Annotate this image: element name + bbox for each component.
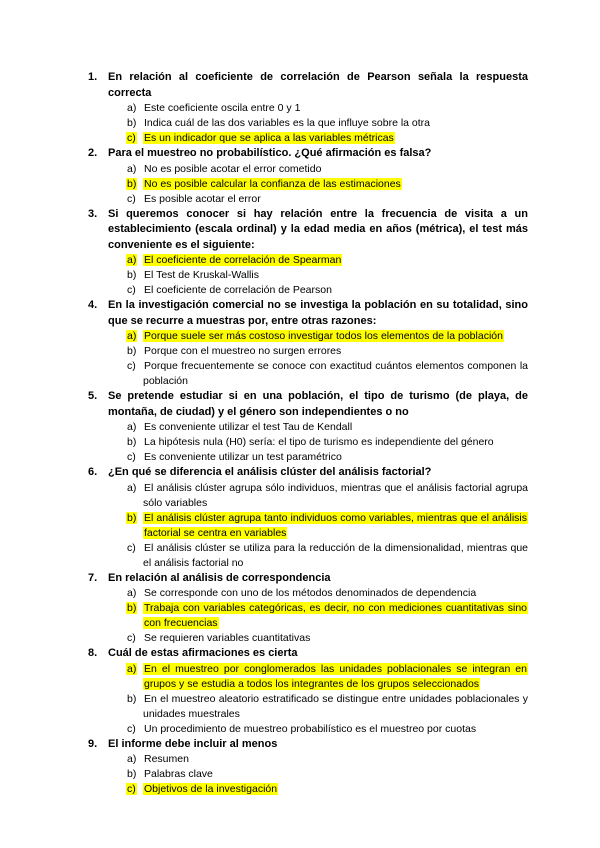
answer-option xyxy=(0,586,600,601)
option-letter-text: a) xyxy=(127,587,137,599)
option-letter-text: b) xyxy=(127,602,137,614)
option-letter-text: b) xyxy=(127,345,137,357)
question-3 xyxy=(0,207,600,299)
answer-option xyxy=(0,541,600,571)
option-letter xyxy=(126,268,137,283)
option-text xyxy=(143,767,528,782)
question-2 xyxy=(0,146,600,207)
option-text xyxy=(143,601,528,631)
question-1 xyxy=(0,70,600,146)
answer-text: Porque frecuentemente se conoce con exactitud cuántos elementos componen la población xyxy=(143,360,528,387)
option-text xyxy=(143,329,528,344)
answer-text: Es conveniente utilizar el test Tau de Kendall xyxy=(144,421,353,433)
option-letter xyxy=(126,631,137,646)
option-letter-text: c) xyxy=(127,451,136,463)
option-letter-text: a) xyxy=(127,481,137,494)
highlighted-answer: Es un indicador que se aplica a las variables métricas xyxy=(144,132,394,144)
option-letter xyxy=(126,131,137,146)
option-letter xyxy=(126,420,137,435)
answer-text: Se corresponde con uno de los métodos denominados de dependencia xyxy=(144,587,477,599)
option-letter-text: b) xyxy=(127,768,137,780)
option-letter-text: c) xyxy=(127,541,136,554)
answer-text: El análisis clúster se utiliza para la reducción de la dimensionalidad, mientras que el análisis factorial no xyxy=(143,541,528,569)
option-letter xyxy=(126,329,137,344)
answer-options xyxy=(0,586,600,646)
question-text: En relación al coeficiente de correlación de Pearson señala la respuesta correcta xyxy=(108,71,528,99)
answer-options xyxy=(0,420,600,465)
answer-option-correct xyxy=(0,131,600,146)
option-text xyxy=(143,662,528,692)
answer-text: Es conveniente utilizar un test paramétrico xyxy=(144,451,342,463)
question-text: Cuál de estas afirmaciones es cierta xyxy=(108,647,298,659)
option-text xyxy=(143,131,528,146)
answer-text: El análisis clúster agrupa sólo individuos, mientras que el análisis factorial agrupa sólo variables xyxy=(143,481,528,509)
highlighted-answer: El análisis clúster agrupa tanto individuos como variables, mientras que el análisis factorial se centra en variables xyxy=(144,511,527,539)
question-text: Se pretende estudiar si en una población, el tipo de turismo (de playa, de montaña, de ciudad) y el género son independientes o no xyxy=(108,390,528,418)
option-letter-text: a) xyxy=(127,102,137,114)
question-9 xyxy=(0,737,600,798)
option-text xyxy=(143,752,528,767)
answer-option xyxy=(0,344,600,359)
answer-text: Resumen xyxy=(144,753,189,765)
option-letter xyxy=(126,662,137,677)
highlighted-answer: Porque suele ser más costoso investigar todos los elementos de la población xyxy=(144,330,503,342)
option-letter xyxy=(126,722,137,737)
answer-text: No es posible acotar el error cometido xyxy=(144,162,322,175)
question-number: 3. xyxy=(88,207,98,220)
option-letter-text: c) xyxy=(127,783,136,795)
option-letter xyxy=(126,752,137,767)
answer-text: Es posible acotar el error xyxy=(144,192,261,205)
option-text xyxy=(143,253,528,268)
answer-text: Palabras clave xyxy=(144,768,213,780)
option-letter-text: c) xyxy=(127,360,136,372)
option-text xyxy=(143,450,528,465)
option-letter-text: b) xyxy=(127,117,137,129)
option-text xyxy=(143,268,528,283)
answer-option xyxy=(0,752,600,767)
option-text xyxy=(143,631,528,646)
answer-option-correct xyxy=(0,782,600,797)
answer-text: Porque con el muestreo no surgen errores xyxy=(144,345,342,357)
answer-text: Indica cuál de las dos variables es la que influye sobre la otra xyxy=(144,117,431,129)
answer-option xyxy=(0,631,600,646)
answer-text: Este coeficiente oscila entre 0 y 1 xyxy=(144,102,301,114)
highlighted-answer: Objetivos de la investigación xyxy=(144,783,278,795)
option-letter-text: a) xyxy=(127,330,137,342)
option-letter xyxy=(126,359,137,374)
option-text xyxy=(143,359,528,389)
highlighted-answer: No es posible calcular la confianza de las estimaciones xyxy=(144,177,401,190)
answer-option xyxy=(0,435,600,450)
answer-options xyxy=(0,101,600,146)
question-6 xyxy=(0,465,600,571)
option-text xyxy=(143,692,528,722)
option-letter-text: b) xyxy=(127,269,137,281)
question-text: Para el muestreo no probabilístico. ¿Qué afirmación es falsa? xyxy=(108,147,432,159)
answer-options xyxy=(0,329,600,389)
highlighted-answer: Trabaja con variables categóricas, es decir, no con mediciones cuantitativas sino con frecuencias xyxy=(144,602,527,629)
question-number: 5. xyxy=(88,390,98,402)
answer-options xyxy=(0,253,600,298)
option-letter-text: c) xyxy=(127,632,136,644)
option-letter-text: b) xyxy=(127,692,137,705)
answer-options xyxy=(0,662,600,737)
answer-options xyxy=(0,481,600,571)
option-letter-text: c) xyxy=(127,192,136,205)
option-letter xyxy=(126,116,137,131)
option-letter xyxy=(126,450,137,465)
option-text xyxy=(143,782,528,797)
answer-option xyxy=(0,283,600,298)
option-text xyxy=(143,722,528,737)
answer-option-correct xyxy=(0,253,600,268)
option-letter xyxy=(126,481,137,496)
option-letter xyxy=(126,162,137,177)
option-letter-text: c) xyxy=(127,284,136,296)
option-text xyxy=(143,511,528,541)
answer-option xyxy=(0,162,600,177)
question-number: 1. xyxy=(88,71,98,83)
answer-text: Un procedimiento de muestreo probabilístico es el muestreo por cuotas xyxy=(144,722,477,735)
option-letter xyxy=(126,435,137,450)
answer-option xyxy=(0,101,600,116)
option-letter xyxy=(126,344,137,359)
option-letter-text: a) xyxy=(127,662,137,675)
question-8 xyxy=(0,646,600,737)
option-letter-text: c) xyxy=(127,722,136,735)
highlighted-answer: El coeficiente de correlación de Spearman xyxy=(144,254,342,266)
option-letter-text: b) xyxy=(127,436,137,448)
question-text: ¿En qué se diferencia el análisis clúster del análisis factorial? xyxy=(108,466,432,478)
question-number: 2. xyxy=(88,147,98,159)
question-5 xyxy=(0,389,600,465)
highlighted-answer: En el muestreo por conglomerados las unidades poblacionales se integran en grupos y se estudia a todos los integrantes de los grupos seleccionados xyxy=(144,662,527,690)
answer-option xyxy=(0,450,600,465)
answer-option xyxy=(0,116,600,131)
option-letter xyxy=(126,541,137,556)
option-letter xyxy=(126,692,137,707)
option-letter xyxy=(126,177,137,192)
answer-text: El coeficiente de correlación de Pearson xyxy=(144,284,332,296)
question-7 xyxy=(0,571,600,647)
answer-option xyxy=(0,692,600,722)
option-letter-text: a) xyxy=(127,254,137,266)
answer-option xyxy=(0,268,600,283)
option-text xyxy=(143,162,528,177)
answer-options xyxy=(0,752,600,797)
option-text xyxy=(143,344,528,359)
question-text: Si queremos conocer si hay relación entre la frecuencia de visita a un establecimiento (escala ordinal) y la edad media en años (métrica), el test más conveniente es el siguiente: xyxy=(108,207,528,251)
answer-option xyxy=(0,420,600,435)
answer-option-correct xyxy=(0,601,600,631)
option-text xyxy=(143,101,528,116)
option-letter xyxy=(126,767,137,782)
option-letter-text: a) xyxy=(127,162,137,175)
option-letter xyxy=(126,283,137,298)
option-letter-text: a) xyxy=(127,753,137,765)
question-4 xyxy=(0,298,600,389)
question-list xyxy=(0,70,600,797)
answer-option xyxy=(0,767,600,782)
option-letter-text: b) xyxy=(127,511,137,524)
option-text xyxy=(143,481,528,511)
option-text xyxy=(143,177,528,192)
option-letter xyxy=(126,601,137,616)
option-letter-text: b) xyxy=(127,177,137,190)
option-text xyxy=(143,586,528,601)
answer-option xyxy=(0,481,600,511)
question-text: En relación al análisis de correspondencia xyxy=(108,571,331,584)
option-letter-text: a) xyxy=(127,421,137,433)
answer-options xyxy=(0,162,600,207)
question-number: 7. xyxy=(88,571,98,584)
option-text xyxy=(143,116,528,131)
answer-option xyxy=(0,722,600,737)
option-text xyxy=(143,435,528,450)
question-number: 8. xyxy=(88,647,98,659)
option-letter xyxy=(126,253,137,268)
option-letter xyxy=(126,586,137,601)
question-text: En la investigación comercial no se investiga la población en su totalidad, sino que se recurre a muestras por, entre otras razones: xyxy=(108,299,528,327)
option-letter-text: c) xyxy=(127,132,136,144)
option-letter xyxy=(126,782,137,797)
option-letter xyxy=(126,511,137,526)
answer-option-correct xyxy=(0,511,600,541)
answer-text: La hipótesis nula (H0) sería: el tipo de turismo es independiente del género xyxy=(144,436,494,448)
option-text xyxy=(143,420,528,435)
answer-option-correct xyxy=(0,662,600,692)
option-text xyxy=(143,541,528,571)
question-number: 9. xyxy=(88,737,98,750)
option-letter xyxy=(126,192,137,207)
question-number: 4. xyxy=(88,299,98,311)
question-text: El informe debe incluir al menos xyxy=(108,737,278,750)
answer-option xyxy=(0,359,600,389)
answer-text: En el muestreo aleatorio estratificado se distingue entre unidades poblacionales y unidades muestrales xyxy=(143,692,528,720)
answer-text: Se requieren variables cuantitativas xyxy=(144,632,311,644)
option-letter xyxy=(126,101,137,116)
question-number: 6. xyxy=(88,466,98,478)
answer-option-correct xyxy=(0,177,600,192)
answer-option xyxy=(0,192,600,207)
answer-text: El Test de Kruskal-Wallis xyxy=(144,269,259,281)
answer-option-correct xyxy=(0,329,600,344)
option-text xyxy=(143,192,528,207)
option-text xyxy=(143,283,528,298)
